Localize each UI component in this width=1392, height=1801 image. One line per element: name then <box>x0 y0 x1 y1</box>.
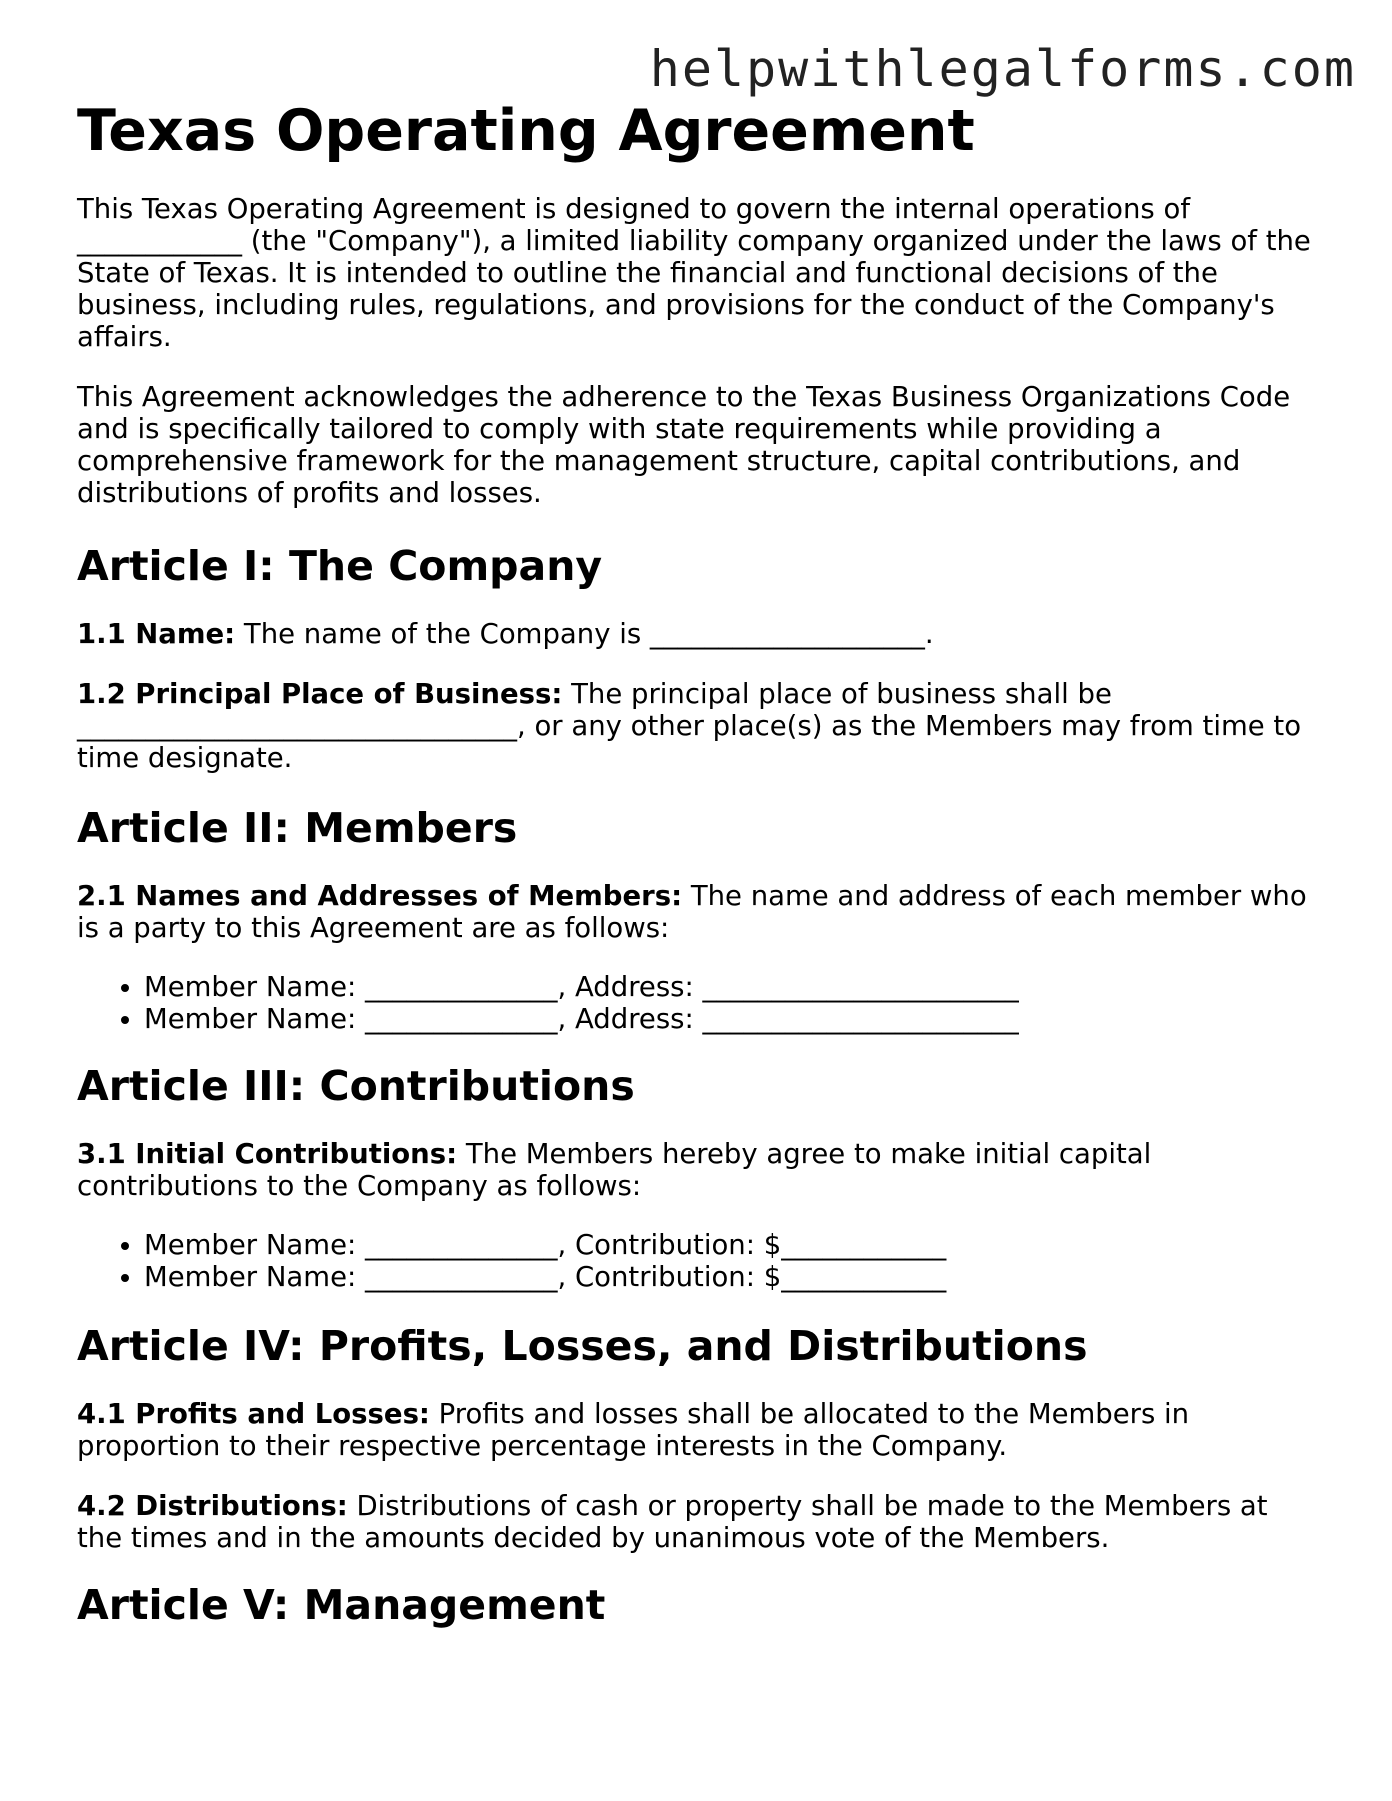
clause-4-2 <box>77 1490 1317 1554</box>
clause-3-1 <box>77 1138 1317 1202</box>
clause-1-2 <box>77 678 1317 774</box>
article-1-heading: Article I: The Company <box>77 542 603 590</box>
members-list <box>77 971 1317 1035</box>
clause-2-1-text: The name and address of each member who is a party to this Agreement are as follows: <box>77 880 1307 944</box>
clause-1-2-label: 1.2 Principal Place of Business: <box>77 678 563 710</box>
article-4-heading: Article IV: Profits, Losses, and Distributions <box>77 1322 1088 1370</box>
clause-2-1-label: 2.1 Names and Addresses of Members: <box>77 880 683 912</box>
list-item: • Member Name: ______________, Address: _______________________ <box>144 971 1317 1003</box>
clause-1-2-text: The principal place of business shall be ________________________________, or any other place(s) as the Members may from time to time designate. <box>77 678 1302 774</box>
watermark: helpwithlegalforms.com <box>649 40 1356 98</box>
document-page <box>77 96 1317 1630</box>
list-item: • Member Name: ______________, Contribution: $____________ <box>144 1229 1317 1261</box>
clause-3-1-text: The Members hereby agree to make initial capital contributions to the Company as follows: <box>77 1138 1152 1202</box>
clause-1-1-label: 1.1 Name: <box>77 618 236 650</box>
document-title: Texas Operating Agreement <box>77 98 975 164</box>
article-5-heading: Article V: Management <box>77 1581 606 1629</box>
clause-3-1-label: 3.1 Initial Contributions: <box>77 1138 458 1170</box>
clause-2-1 <box>77 880 1317 944</box>
intro-paragraph-2: This Agreement acknowledges the adherence to the Texas Business Organizations Code and is specifically tailored to comply with state requirements while providing a comprehensive framework for the management structure, capital contributions, and distributions of profits and losses. <box>77 381 1291 509</box>
clause-4-2-label: 4.2 Distributions: <box>77 1490 348 1522</box>
article-3-heading: Article III: Contributions <box>77 1062 635 1110</box>
list-item: • Member Name: ______________, Contribution: $____________ <box>144 1261 1317 1293</box>
clause-1-1 <box>77 618 1317 650</box>
contributions-list <box>77 1229 1317 1293</box>
clause-4-2-text: Distributions of cash or property shall be made to the Members at the times and in the amounts decided by unanimous vote of the Members. <box>77 1490 1268 1554</box>
article-2-heading: Article II: Members <box>77 804 518 852</box>
intro-paragraph-1: This Texas Operating Agreement is designed to govern the internal operations of ____________ (the "Company"), a limited liability company organized under the laws of the State of Texas. It is intended to outline the financial and functional decisions of the business, including rules, regulations, and provisions for the conduct of the Company's affairs. <box>77 193 1311 353</box>
clause-4-1-label: 4.1 Profits and Losses: <box>77 1398 430 1430</box>
clause-1-1-text: The name of the Company is ____________________. <box>235 618 934 650</box>
list-item: • Member Name: ______________, Address: _______________________ <box>144 1003 1317 1035</box>
clause-4-1 <box>77 1398 1317 1462</box>
clause-4-1-text: Profits and losses shall be allocated to the Members in proportion to their respective percentage interests in the Company. <box>77 1398 1190 1462</box>
